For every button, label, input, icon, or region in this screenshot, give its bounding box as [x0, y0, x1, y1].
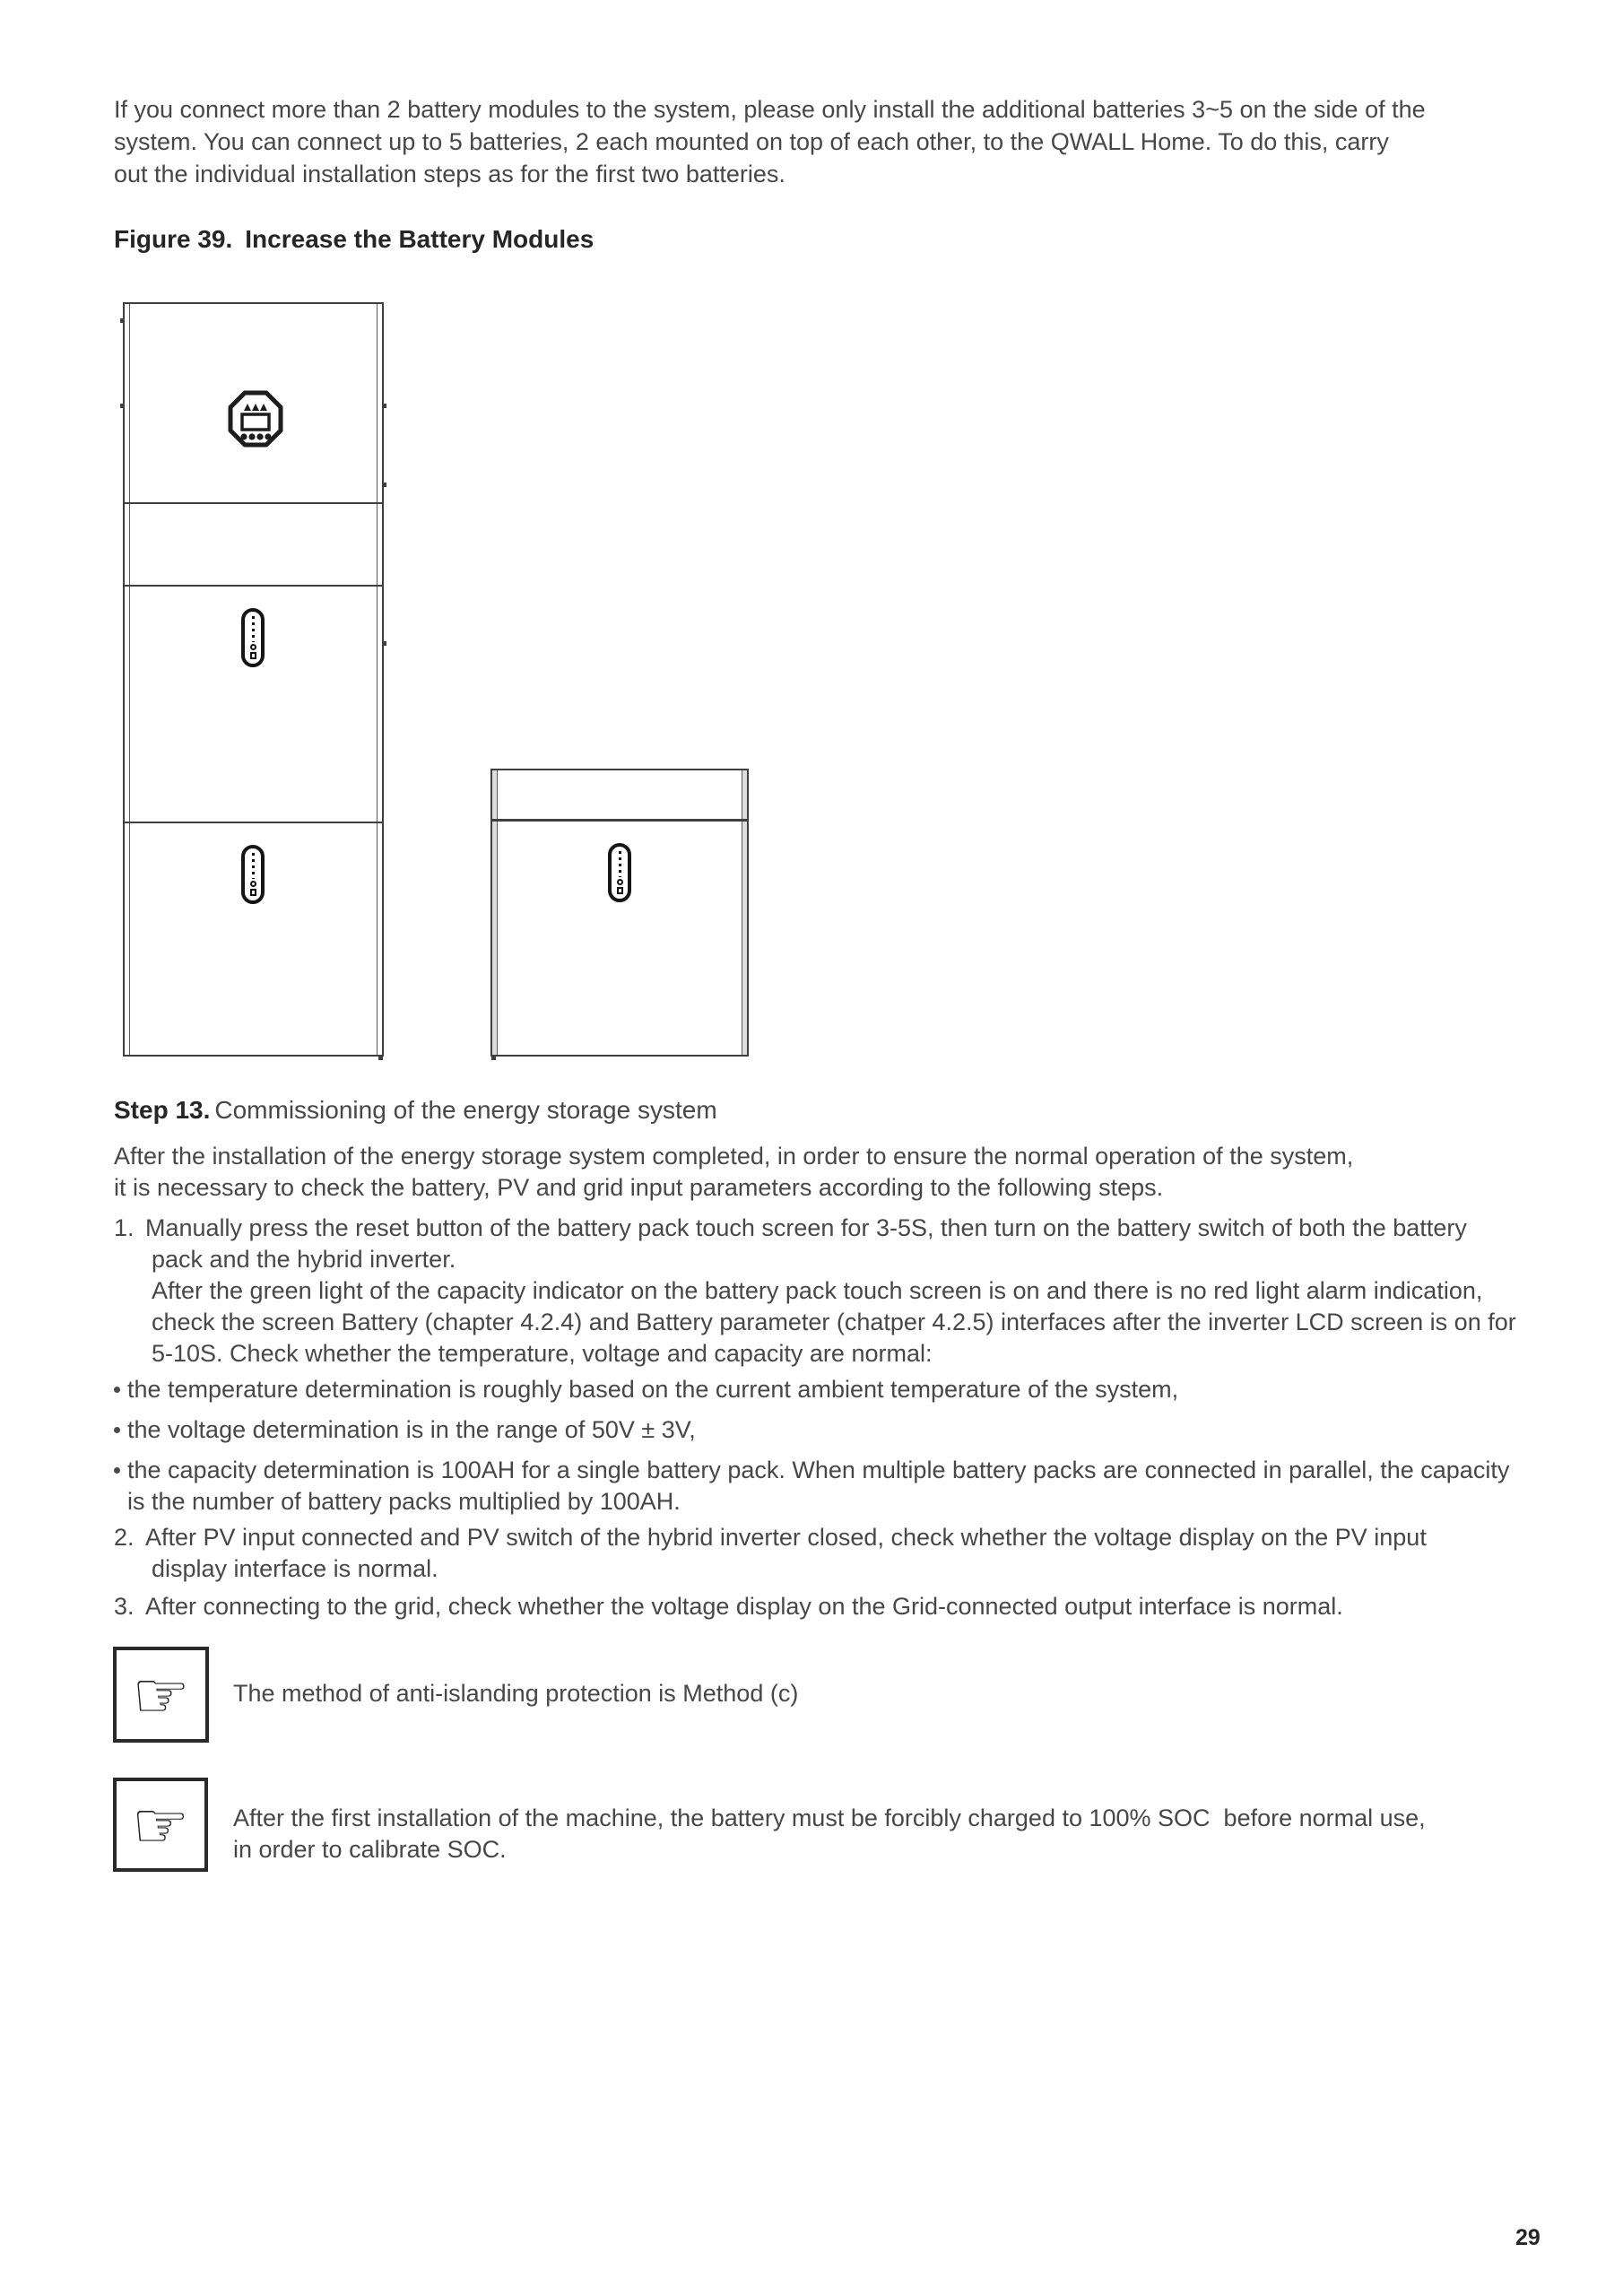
mount-tick [383, 641, 386, 646]
handle-switch [250, 652, 256, 659]
list-line: Manually press the reset button of the battery pack touch screen for 3-5S, then turn on the battery switch of both the battery [145, 1214, 1467, 1241]
bullet-line: is the number of battery packs multiplied by 100AH. [127, 1488, 681, 1515]
handle-switch [250, 889, 256, 896]
bullet-line: the capacity determination is 100AH for a single battery pack. When multiple battery packs are connected in parallel, the capacity [127, 1457, 1510, 1483]
figure-caption [114, 223, 594, 255]
unit-foot [491, 1055, 496, 1060]
handle-vent-dashes [252, 853, 255, 879]
list-line: After connecting to the grid, check whether the voltage display on the Grid-connected output interface is normal. [145, 1593, 1343, 1620]
handle-led [617, 879, 623, 885]
list-item-text [145, 1213, 1516, 1370]
note-line: The method of anti-islanding protection is Method (c) [233, 1680, 799, 1707]
unit-foot [378, 1055, 383, 1060]
list-line: pack and the hybrid inverter. [152, 1246, 456, 1273]
list-line: After the green light of the capacity indicator on the battery pack touch screen is on and there is no red light alarm indication, [152, 1277, 1483, 1304]
inverter-display-icon [227, 389, 284, 448]
bullet-dot-icon [114, 1427, 120, 1433]
paragraph-line: it is necessary to check the battery, PV and grid input parameters according to the following steps. [114, 1174, 1164, 1201]
step-heading [114, 1094, 717, 1126]
bullet-item [114, 1455, 1509, 1518]
battery-handle-icon [241, 845, 265, 904]
stack-divider [125, 502, 382, 504]
mount-tick [383, 483, 386, 487]
bullet-dot-icon [114, 1387, 120, 1393]
stack-right-edge-line [377, 304, 378, 1055]
note-box [113, 1647, 209, 1743]
bullet-line: the temperature determination is roughly based on the current ambient temperature of the system, [127, 1376, 1179, 1403]
handle-led [250, 644, 256, 650]
list-line: 5-10S. Check whether the temperature, voltage and capacity are normal: [152, 1340, 933, 1367]
list-item-1 [114, 1213, 1516, 1370]
qwall-home-stack-drawing [123, 302, 384, 1057]
intro-line: system. You can connect up to 5 batteries, 2 each mounted on top of each other, to the QWALL Home. To do this, carry [114, 128, 1389, 155]
note-line: After the first installation of the machine, the battery must be forcibly charged to 100% SOC before normal use, [233, 1805, 1426, 1831]
battery-handle-icon [241, 608, 265, 667]
handle-switch [617, 887, 623, 894]
list-item-text [145, 1522, 1427, 1585]
bullet-line: the voltage determination is in the range of 50V ± 3V, [127, 1416, 696, 1443]
lcd-screen-icon [242, 414, 269, 430]
note-box [113, 1778, 208, 1872]
mount-tick [120, 318, 124, 323]
list-number: 2. [114, 1524, 135, 1551]
list-number: 1. [114, 1214, 135, 1241]
handle-vent-dashes [252, 616, 255, 642]
battery-handle-icon [608, 843, 631, 902]
note-text [233, 1803, 1426, 1866]
list-line: display interface is normal. [152, 1555, 438, 1582]
additional-battery-module-drawing [490, 769, 749, 1057]
stack-left-edge-line [129, 304, 130, 1055]
list-line: After PV input connected and PV switch of the hybrid inverter closed, check whether the voltage display on the PV input [145, 1524, 1427, 1551]
figure-label: Figure 39. [114, 225, 233, 253]
list-item-text [145, 1591, 1343, 1622]
intro-paragraph [114, 93, 1426, 190]
handle-led [250, 881, 256, 887]
handle-vent-dashes [619, 851, 621, 877]
figure-title: Increase the Battery Modules [245, 225, 595, 253]
module-left-edge-line [497, 770, 498, 1055]
indicator-triangles-icon [244, 404, 267, 411]
list-item-3 [114, 1591, 1343, 1622]
bullet-dot-icon [114, 1467, 120, 1474]
stack-divider [125, 585, 382, 587]
note-line: in order to calibrate SOC. [233, 1836, 507, 1863]
bullet-item [114, 1374, 1178, 1405]
step-paragraph [114, 1141, 1353, 1204]
mount-tick [120, 404, 124, 408]
step-label: Step 13. [114, 1096, 211, 1124]
note-text [233, 1678, 798, 1709]
list-line: check the screen Battery (chapter 4.2.4) and Battery parameter (chatper 4.2.5) interfaces after the inverter LCD screen is on for [152, 1309, 1516, 1335]
intro-line: out the individual installation steps as for the first two batteries. [114, 161, 785, 187]
module-lid-divider [492, 819, 747, 822]
paragraph-line: After the installation of the energy storage system completed, in order to ensure the normal operation of the system, [114, 1143, 1354, 1170]
list-item-2 [114, 1522, 1427, 1585]
intro-line: If you connect more than 2 battery modules to the system, please only install the additional batteries 3~5 on the side of the [114, 96, 1426, 123]
mount-tick [383, 404, 386, 408]
bullet-item [114, 1414, 696, 1446]
stack-divider [125, 822, 382, 823]
step-title: Commissioning of the energy storage system [214, 1096, 717, 1124]
page-number: 29 [1515, 2225, 1541, 2250]
module-right-edge [742, 770, 747, 1055]
pointing-hand-icon: ☞ [131, 1787, 190, 1863]
pointing-hand-icon: ☞ [132, 1657, 190, 1733]
list-number: 3. [114, 1593, 135, 1620]
